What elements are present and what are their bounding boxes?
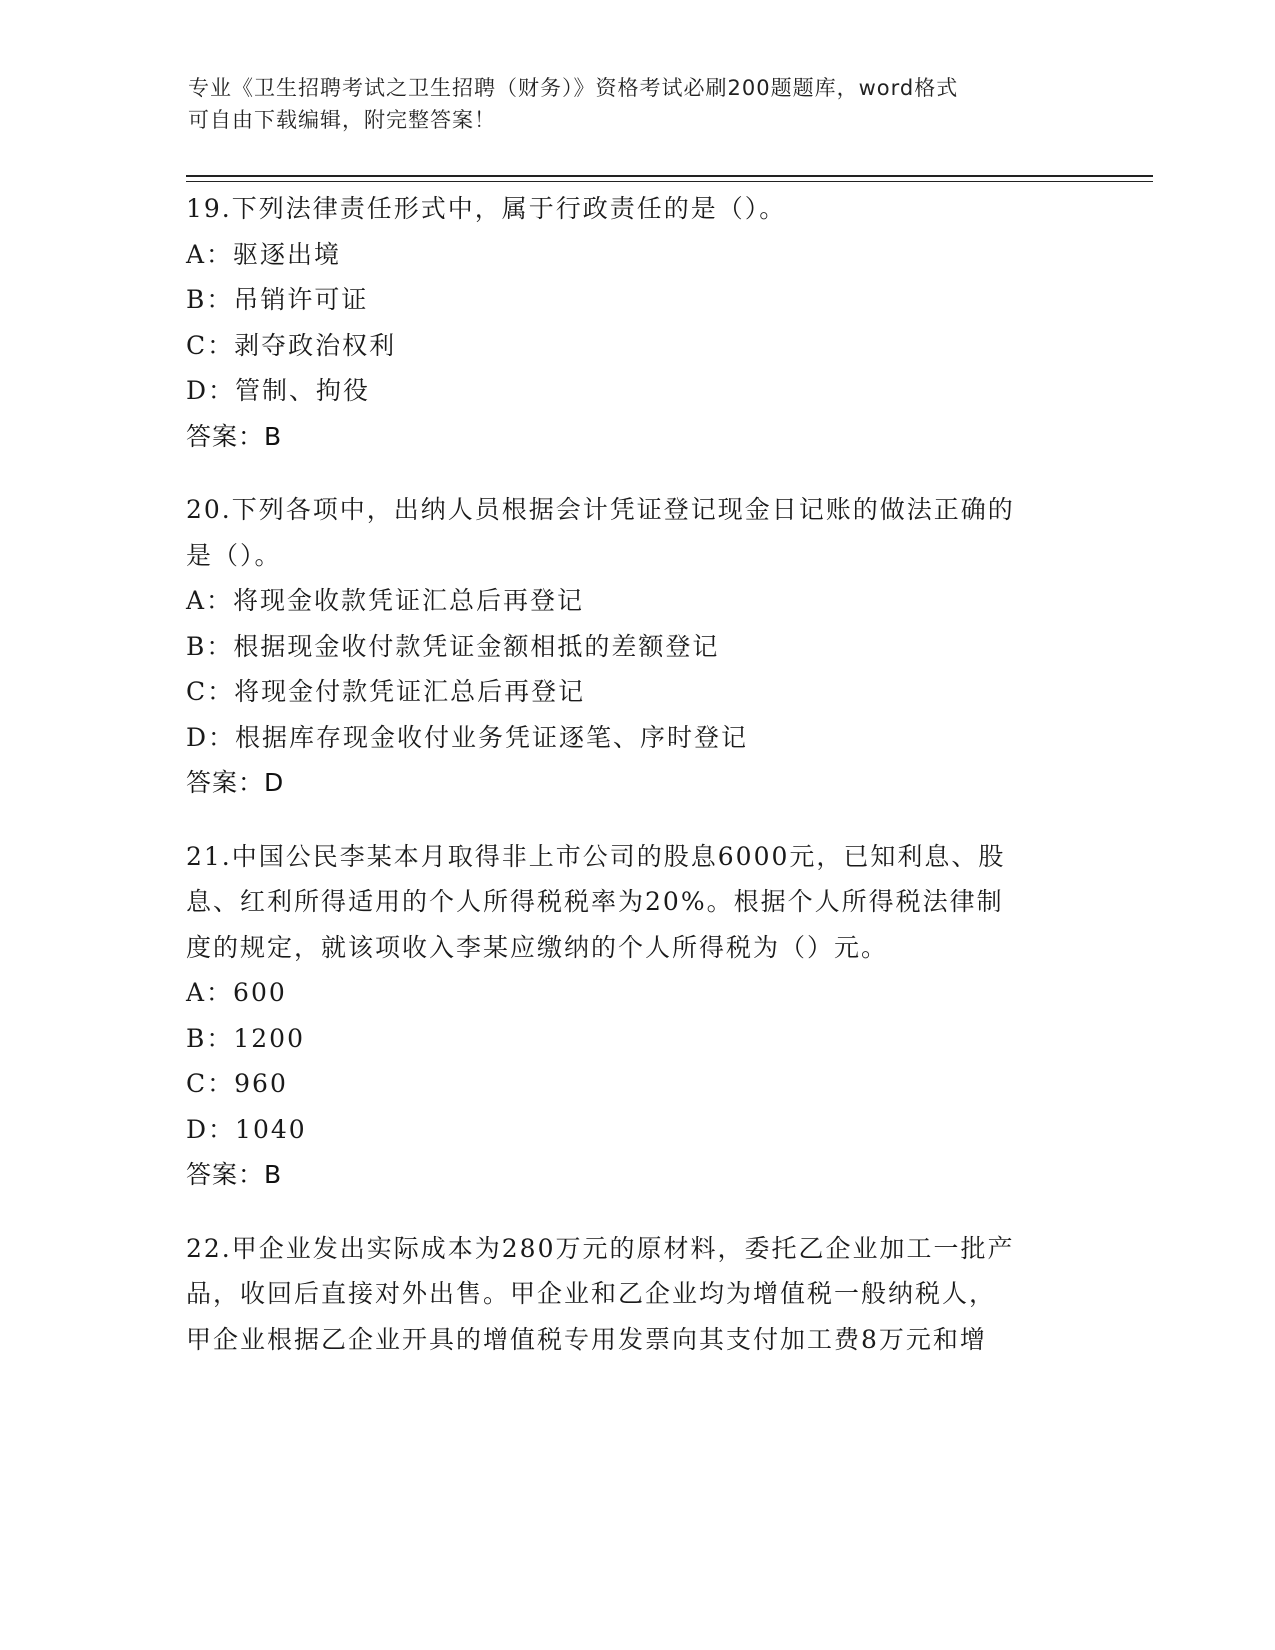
option-c: C：960 — [186, 1069, 288, 1098]
question-22 — [186, 1226, 1086, 1363]
question-21 — [186, 834, 1086, 1198]
option-b: B：吊销许可证 — [186, 285, 369, 314]
option-b: B：1200 — [186, 1023, 305, 1053]
option-b: B：根据现金收付款凭证金额相抵的差额登记 — [186, 631, 720, 661]
answer-line: 答案：B — [186, 421, 283, 451]
option-a: A：驱逐出境 — [186, 239, 342, 269]
question-19 — [186, 186, 1086, 459]
question-text — [186, 1226, 1086, 1363]
header-divider-thick — [186, 175, 1153, 177]
question-text — [186, 487, 1086, 578]
option-c: C：剥夺政治权利 — [186, 330, 397, 360]
answer-line: 答案：B — [186, 1160, 283, 1189]
option-a: A：600 — [186, 978, 287, 1007]
question-text-line: 21.中国公民李某本月取得非上市公司的股息6000元，已知利息、股 — [186, 841, 1006, 871]
question-text-line: 息、红利所得适用的个人所得税税率为20%。根据个人所得税法律制 — [186, 887, 1004, 916]
question-text-line: 19.下列法律责任形式中，属于行政责任的是（）。 — [186, 194, 787, 223]
option-d: D：1040 — [186, 1114, 307, 1144]
question-20 — [186, 487, 1086, 806]
question-text-line: 20.下列各项中，出纳人员根据会计凭证登记现金日记账的做法正确的 — [186, 495, 1015, 524]
question-text — [186, 834, 1086, 971]
document-header — [188, 72, 1088, 136]
question-text-line: 22.甲企业发出实际成本为280万元的原材料，委托乙企业加工一批产 — [186, 1233, 1015, 1263]
option-a: A：将现金收款凭证汇总后再登记 — [186, 586, 585, 615]
question-text-line: 甲企业根据乙企业开具的增值税专用发票向其支付加工费8万元和增 — [186, 1324, 987, 1354]
question-text-line: 度的规定，就该项收入李某应缴纳的个人所得税为（）元。 — [186, 932, 889, 962]
header-line-1: 专业《卫生招聘考试之卫生招聘（财务）》资格考试必刷200题题库，word格式 — [188, 76, 959, 100]
option-d: D：根据库存现金收付业务凭证逐笔、序时登记 — [186, 722, 749, 752]
question-text-line: 品，收回后直接对外出售。甲企业和乙企业均为增值税一般纳税人， — [186, 1279, 997, 1308]
question-text-line: 是（）。 — [186, 540, 282, 570]
header-divider-thin — [186, 181, 1153, 182]
header-line-2: 可自由下载编辑，附完整答案！ — [188, 108, 496, 132]
answer-line: 答案：D — [186, 768, 285, 797]
option-d: D：管制、拘役 — [186, 376, 371, 405]
question-list — [186, 186, 1086, 1390]
option-c: C：将现金付款凭证汇总后再登记 — [186, 677, 586, 706]
question-text — [186, 186, 1086, 232]
